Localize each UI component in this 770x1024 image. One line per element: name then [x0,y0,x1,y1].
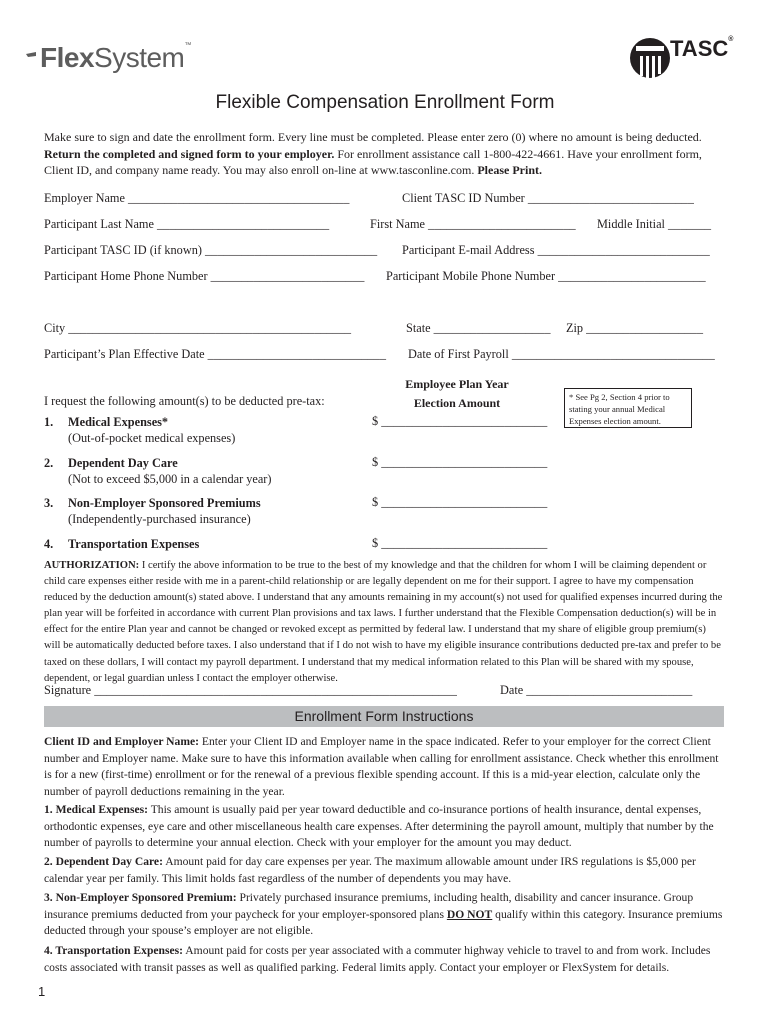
city-field[interactable]: City ______________________________________________ [44,321,352,335]
tasc-name: TASC [670,36,729,61]
para-body-b: qualify within this category. Insurance premiums deducted through your spouse’s employer are not eligible. [44,907,723,938]
tasc-logo-text [670,36,733,62]
instruction-premiums [44,890,724,940]
election-header-line2: Election Amount [413,396,501,410]
item-label: Transportation Expenses [68,537,200,551]
tasc-logo-mark [628,34,672,82]
para-heading: 2. Dependent Day Care: [44,855,163,868]
logo-system: System [94,42,185,73]
para-heading: 4. Transportation Expenses: [44,944,184,957]
signature-date-field[interactable]: Date ___________________________ [500,683,693,697]
authorization-body: I certify the above information to be true to the best of my knowledge and that the children for whom I will be claiming dependent or child care expenses either reside with me in a parent-child relationship or are legally dependent on me for their support. I agree to have my compensation reduced by the deduction amount(s) stated above. I understand that any amounts remaining in my account(s) not used for qualified expenses incurred during the plan year will be forfeited in accordance with current Plan provisions and tax laws. I further understand that the Flexible Compensation deduction(s) will be in effect for the entire Plan year and cannot be changed or revoked except as permitted by federal law. I understand that my share of eligible group premium(s) will be automatically deducted before taxes. I also understand that if I do not wish to have my eligible insurance contributions deducted pre-tax and prefer to be taxed on these dollars, I will contact my payroll department. I understand that my medical information related to this Plan will be shared with my spouse, dependent, or legal guardian unless I contact the employer otherwise. [44,560,723,684]
intro-line2: For enrollment assistance call 1-800-422-4661. Have your enrollment form, [334,146,702,161]
state-field[interactable]: State ___________________ [406,321,551,335]
item-dependent-care [44,455,272,487]
para-body: Amount paid for day care expenses per year. The maximum allowable amount under IRS regulations is $5,000 per calendar year per family. This limit holds fast regardless of the number of dependents you may have. [44,855,696,885]
client-id-field[interactable]: Client TASC ID Number ___________________________ [402,191,694,205]
item-number: 2. [44,456,54,470]
page-title: Flexible Compensation Enrollment Form [215,92,555,113]
item-sub: (Not to exceed $5,000 in a calendar year) [68,472,272,486]
do-not-emphasis: DO NOT [446,907,493,921]
medical-amount-field[interactable]: $ ___________________________ [372,414,548,428]
flexsystem-logo [40,42,191,74]
employer-name-field[interactable]: Employer Name ____________________________________ [44,191,350,205]
para-heading: 3. Non-Employer Sponsored Premium: [44,891,237,904]
para-body-a: Privately purchased insurance premiums, including health, disability and cancer insurance. Group insurance premiums deducted from your paycheck for your employer-sponsored plans [44,891,694,921]
middle-initial-field[interactable]: Middle Initial _______ [597,217,712,231]
item-label: Non-Employer Sponsored Premiums [68,496,261,510]
item-sub: (Independently-purchased insurance) [68,512,251,526]
first-name-field[interactable]: First Name ________________________ [370,217,576,231]
last-name-field[interactable]: Participant Last Name ____________________________ [44,217,330,231]
intro-line3: Client ID, and company name ready. You may also enroll on-line at www.tasconline.com. [44,163,478,177]
transportation-amount-field[interactable]: $ ___________________________ [372,536,548,550]
tasc-id-field[interactable]: Participant TASC ID (if known) ____________________________ [44,243,378,257]
intro-line1: Make sure to sign and date the enrollment form. Every line must be completed. Please enter zero (0) where no amount is being deducted. [44,130,702,144]
para-body: Enter your Client ID and Employer name in the space indicated. Refer to your employer for the correct Client number and Employer name. Make sure to have this information available when calling for enrollment assistance. Check whether this enrollment is for a new (first-time) enrollment or for the renewal of a previous flexible spending account. If this is a mid-year election, calculate only the number of payroll deductions remaining in the year. [44,735,719,798]
instruction-medical [44,802,724,852]
medical-note-box: * See Pg 2, Section 4 prior to stating your annual Medical Expenses election amount. [564,388,692,428]
intro-text [44,129,724,179]
instruction-dependent-care [44,854,724,887]
item-premiums [44,495,261,527]
signature-field[interactable]: Signature ___________________________________________________________ [44,683,457,697]
instruction-client-id [44,734,724,800]
item-label: Medical Expenses* [68,415,169,429]
request-text: I request the following amount(s) to be deducted pre-tax: [44,394,325,408]
page-number: 1 [38,984,46,999]
logo-tm: ™ [184,42,191,49]
home-phone-field[interactable]: Participant Home Phone Number _________________________ [44,269,365,283]
item-medical [44,414,235,446]
authorization-label: AUTHORIZATION: [44,560,140,571]
logo-flex: Flex [40,42,95,73]
item-number: 1. [44,415,54,429]
election-header-line1: Employee Plan Year [405,377,509,391]
instruction-transportation [44,943,724,976]
item-transportation [44,536,199,552]
flexsystem-logo-mark [24,42,38,82]
item-sub: (Out-of-pocket medical expenses) [68,431,236,445]
email-field[interactable]: Participant E-mail Address ____________________________ [402,243,710,257]
first-payroll-date-field[interactable]: Date of First Payroll _________________________________ [408,347,715,361]
para-body: This amount is usually paid per year toward deductible and co-insurance portions of health insurance, dental expenses, orthodontic expenses, eye care and other miscellaneous health care expenses. After determining the payroll amount, multiply that number by the number of payrolls to determine your annual election. Check with your employer for the amount you may deduct. [44,803,714,850]
item-number: 3. [44,496,54,510]
plan-effective-date-field[interactable]: Participant’s Plan Effective Date _____________________________ [44,347,386,361]
para-heading: Client ID and Employer Name: [44,735,200,748]
intro-please-print: Please Print. [477,163,542,177]
mobile-phone-field[interactable]: Participant Mobile Phone Number ________________________ [386,269,706,283]
tasc-tm: ® [728,36,734,43]
para-heading: 1. Medical Expenses: [44,803,149,816]
instructions-banner: Enrollment Form Instructions [44,706,724,727]
zip-field[interactable]: Zip ___________________ [566,321,703,335]
intro-bold: Return the completed and signed form to your employer. [44,146,335,161]
dependent-care-amount-field[interactable]: $ ___________________________ [372,455,548,469]
para-body: Amount paid for costs per year associated with a commuter highway vehicle to travel to and from work. Includes costs associated with transit passes as well as qualified parking. Federal limits apply. Contact your employer or FlexSystem for details. [44,944,711,974]
election-column-header [392,375,522,413]
item-label: Dependent Day Care [68,456,178,470]
authorization-text [44,558,724,687]
item-number: 4. [44,537,54,551]
premiums-amount-field[interactable]: $ ___________________________ [372,495,548,509]
